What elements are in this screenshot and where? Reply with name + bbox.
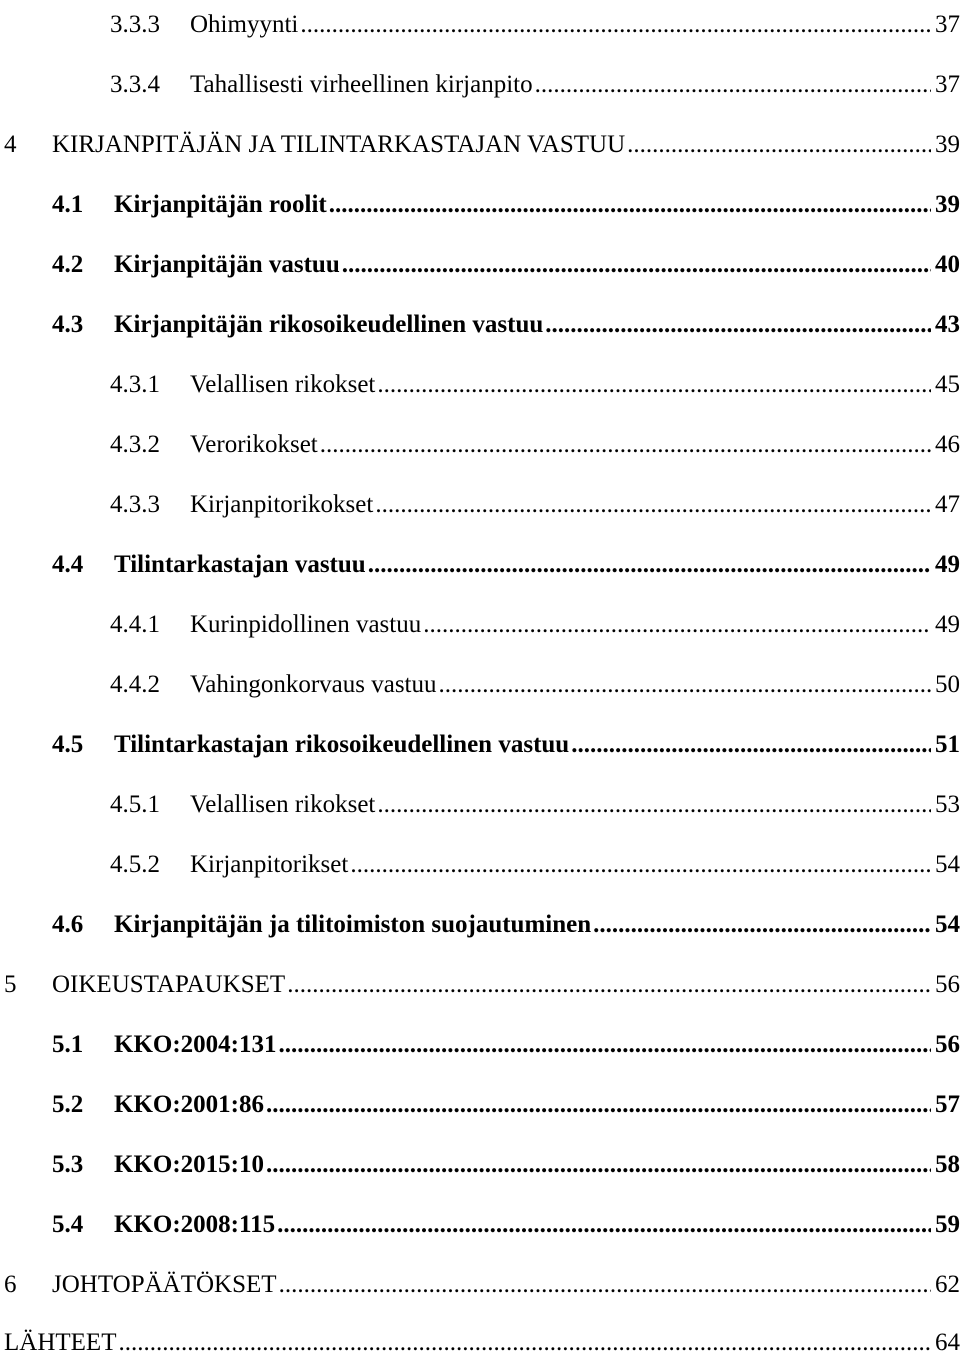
dot-leader xyxy=(277,1210,931,1240)
toc-entry-title: Kirjanpitäjän vastuu xyxy=(114,251,340,278)
toc-entry-number: 4.5.2 xyxy=(110,851,160,878)
toc-entry-page: 64 xyxy=(935,1329,960,1356)
toc-entry-number: 5 xyxy=(4,971,17,998)
toc-entry-number: 4.2 xyxy=(52,251,84,278)
dot-leader xyxy=(266,1090,931,1120)
toc-entry-page: 58 xyxy=(935,1151,960,1178)
toc-entry-title: JOHTOPÄÄTÖKSET xyxy=(52,1271,277,1298)
toc-entry-title: KKO:2008:115 xyxy=(114,1211,276,1238)
dot-leader xyxy=(375,490,931,520)
toc-entry-page: 56 xyxy=(935,971,960,998)
dot-leader xyxy=(377,370,931,400)
toc-entry-page: 39 xyxy=(935,131,960,158)
toc-entry-title: Ohimyynti xyxy=(190,11,299,38)
dot-leader xyxy=(571,730,931,760)
toc-entry-page: 57 xyxy=(935,1091,960,1118)
toc-entry-page: 37 xyxy=(935,11,960,38)
toc-entry[interactable] xyxy=(110,60,960,100)
toc-entry-page: 37 xyxy=(935,71,960,98)
toc-entry-page: 46 xyxy=(935,431,960,458)
toc-entry[interactable] xyxy=(52,540,960,580)
dot-leader xyxy=(300,10,931,40)
toc-entry-number: 6 xyxy=(4,1271,17,1298)
toc-entry-page: 40 xyxy=(935,251,960,278)
toc-entry-title: LÄHTEET xyxy=(4,1329,117,1356)
toc-entry-number: 3.3.4 xyxy=(110,71,160,98)
toc-entry-page: 39 xyxy=(935,191,960,218)
toc-entry[interactable] xyxy=(52,720,960,760)
dot-leader xyxy=(368,550,931,580)
toc-entry-title: KKO:2004:131 xyxy=(114,1031,277,1058)
dot-leader xyxy=(439,670,932,700)
toc-entry[interactable] xyxy=(4,960,960,1000)
toc-entry[interactable] xyxy=(110,840,960,880)
toc-entry-title: Verorikokset xyxy=(190,431,318,458)
toc-entry-title: Vahingonkorvaus vastuu xyxy=(190,671,437,698)
toc-entry[interactable] xyxy=(52,180,960,220)
dot-leader xyxy=(279,1030,932,1060)
toc-entry-title: KIRJANPITÄJÄN JA TILINTARKASTAJAN VASTUU xyxy=(52,131,626,158)
toc-entry-page: 45 xyxy=(935,371,960,398)
toc-entry-number: 4.6 xyxy=(52,911,84,938)
dot-leader xyxy=(329,190,931,220)
toc-entry-page: 49 xyxy=(935,551,960,578)
toc-entry[interactable] xyxy=(110,480,960,520)
toc-entry-page: 43 xyxy=(935,311,960,338)
dot-leader xyxy=(627,130,931,160)
dot-leader xyxy=(287,970,931,1000)
toc-entry-title: Kirjanpitäjän roolit xyxy=(114,191,327,218)
toc-entry-page: 51 xyxy=(935,731,960,758)
toc-entry-title: Tilintarkastajan rikosoikeudellinen vastuu xyxy=(114,731,570,758)
toc-entry-page: 50 xyxy=(935,671,960,698)
dot-leader xyxy=(423,610,931,640)
toc-entry-title: Kurinpidollinen vastuu xyxy=(190,611,422,638)
toc-entry-page: 54 xyxy=(935,911,960,938)
dot-leader xyxy=(545,310,931,340)
toc-entry-title: Velallisen rikokset xyxy=(190,791,376,818)
toc-entry[interactable] xyxy=(4,120,960,160)
dot-leader xyxy=(266,1150,931,1180)
toc-entry[interactable] xyxy=(110,360,960,400)
dot-leader xyxy=(377,790,931,820)
toc-entry-title: Kirjanpitorikset xyxy=(190,851,349,878)
toc-entry[interactable] xyxy=(4,1260,960,1300)
toc-entry-number: 5.4 xyxy=(52,1211,84,1238)
toc-entry-title: KKO:2001:86 xyxy=(114,1091,264,1118)
dot-leader xyxy=(118,1328,931,1358)
dot-leader xyxy=(279,1270,931,1300)
toc-entry[interactable] xyxy=(110,600,960,640)
toc-entry[interactable] xyxy=(110,420,960,460)
toc-entry[interactable] xyxy=(52,1140,960,1180)
toc-entry-number: 5.2 xyxy=(52,1091,84,1118)
toc-entry[interactable] xyxy=(52,1080,960,1120)
toc-entry[interactable] xyxy=(110,660,960,700)
toc-entry-number: 4.5.1 xyxy=(110,791,160,818)
toc-entry-number: 4.4.2 xyxy=(110,671,160,698)
toc-entry-number: 4.5 xyxy=(52,731,84,758)
toc-entry-page: 53 xyxy=(935,791,960,818)
toc-entry-title: Tahallisesti virheellinen kirjanpito xyxy=(190,71,533,98)
toc-entry-number: 4.1 xyxy=(52,191,84,218)
dot-leader xyxy=(593,910,931,940)
toc-entry-title: OIKEUSTAPAUKSET xyxy=(52,971,286,998)
toc-entry[interactable] xyxy=(52,1200,960,1240)
toc-entry[interactable] xyxy=(110,780,960,820)
toc-entry[interactable] xyxy=(52,300,960,340)
dot-leader xyxy=(535,70,931,100)
toc-entry-page: 59 xyxy=(935,1211,960,1238)
toc-entry-number: 4.3.1 xyxy=(110,371,160,398)
toc-entry-number: 4.3.2 xyxy=(110,431,160,458)
toc-entry-title: Kirjanpitäjän rikosoikeudellinen vastuu xyxy=(114,311,544,338)
toc-entry-number: 4.3.3 xyxy=(110,491,160,518)
toc-entry[interactable] xyxy=(52,240,960,280)
toc-entry-number: 4.3 xyxy=(52,311,84,338)
toc-entry-number: 4.4 xyxy=(52,551,84,578)
toc-entry[interactable] xyxy=(52,1020,960,1060)
toc-entry-title: Velallisen rikokset xyxy=(190,371,376,398)
toc-entry-page: 62 xyxy=(935,1271,960,1298)
toc-entry-page: 49 xyxy=(935,611,960,638)
dot-leader xyxy=(342,250,931,280)
toc-entry-title: Kirjanpitorikokset xyxy=(190,491,374,518)
toc-entry[interactable] xyxy=(4,1318,960,1358)
toc-entry-number: 5.3 xyxy=(52,1151,84,1178)
toc-entry-title: Kirjanpitäjän ja tilitoimiston suojautuminen xyxy=(114,911,592,938)
toc-entry-page: 54 xyxy=(935,851,960,878)
toc-entry-number: 4 xyxy=(4,131,17,158)
toc-entry-number: 3.3.3 xyxy=(110,11,160,38)
toc-entry-title: KKO:2015:10 xyxy=(114,1151,264,1178)
toc-entry[interactable] xyxy=(52,900,960,940)
toc-entry-number: 5.1 xyxy=(52,1031,84,1058)
toc-entry-page: 47 xyxy=(935,491,960,518)
toc-entry[interactable] xyxy=(110,0,960,40)
toc-entry-page: 56 xyxy=(935,1031,960,1058)
dot-leader xyxy=(350,850,931,880)
toc-entry-title: Tilintarkastajan vastuu xyxy=(114,551,366,578)
dot-leader xyxy=(320,430,931,460)
toc-entry-number: 4.4.1 xyxy=(110,611,160,638)
